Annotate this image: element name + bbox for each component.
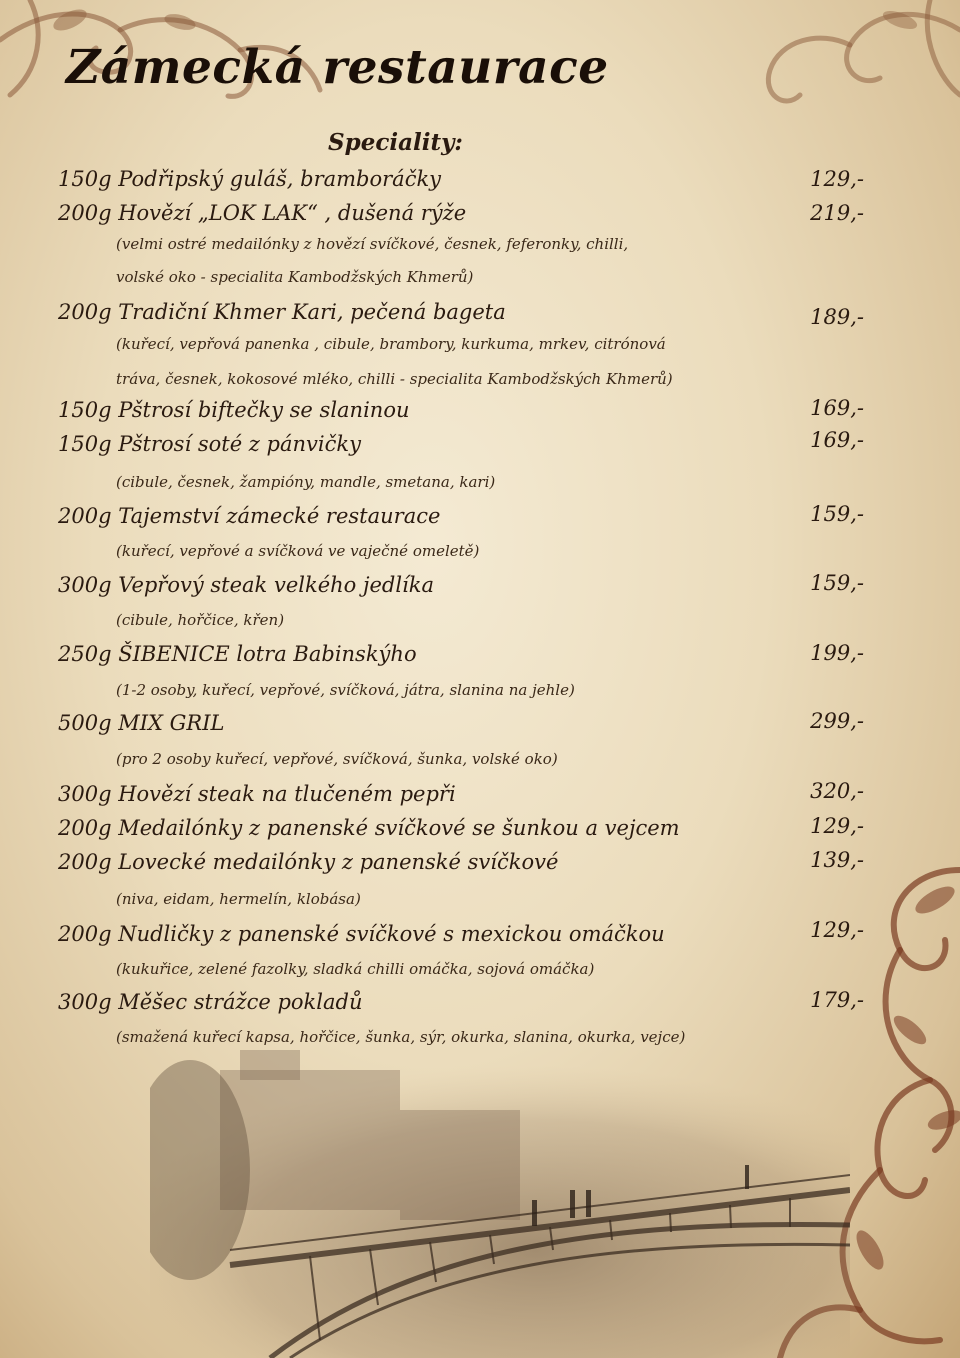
menu-item-name: 150g Pštrosí biftečky se slaninou	[58, 398, 410, 422]
menu-item-price: 219,-	[810, 201, 864, 225]
section-heading: Speciality:	[328, 129, 463, 156]
menu-item-description: (niva, eidam, hermelín, klobása)	[116, 890, 361, 908]
menu-item-price: 199,-	[810, 641, 864, 665]
menu-item-name: 200g Tradiční Khmer Kari, pečená bageta	[58, 300, 506, 324]
menu-item-name: 200g Tajemství zámecké restaurace	[58, 504, 441, 528]
menu-item-price: 189,-	[810, 305, 864, 329]
menu-item-price: 320,-	[810, 779, 864, 803]
menu-item-price: 299,-	[810, 709, 864, 733]
menu-item-name: 500g MIX GRIL	[58, 711, 225, 735]
bridge-photo	[150, 1050, 850, 1358]
menu-item-price: 129,-	[810, 918, 864, 942]
menu-item-price: 129,-	[810, 814, 864, 838]
menu-item-description: volské oko - specialita Kambodžských Khmerů)	[116, 268, 474, 286]
menu-item-price: 159,-	[810, 502, 864, 526]
restaurant-title: Zámecká restaurace	[66, 40, 609, 95]
menu-item-name: 200g Lovecké medailónky z panenské svíčkové	[58, 850, 559, 874]
menu-item-description: (smažená kuřecí kapsa, hořčice, šunka, sýr, okurka, slanina, okurka, vejce)	[116, 1028, 686, 1046]
menu-item-description: (pro 2 osoby kuřecí, vepřové, svíčková, šunka, volské oko)	[116, 750, 558, 768]
menu-item-name: 300g Hovězí steak na tlučeném pepři	[58, 782, 456, 806]
menu-item-description: (cibule, hořčice, křen)	[116, 611, 285, 629]
menu-item-description: (cibule, česnek, žampióny, mandle, smetana, kari)	[116, 473, 496, 491]
menu-item-price: 139,-	[810, 848, 864, 872]
menu-item-description: (1-2 osoby, kuřecí, vepřové, svíčková, játra, slanina na jehle)	[116, 681, 575, 699]
menu-item-name: 200g Medailónky z panenské svíčkové se šunkou a vejcem	[58, 816, 680, 840]
menu-item-description: (kuřecí, vepřové a svíčková ve vaječné omeletě)	[116, 542, 480, 560]
menu-item-price: 169,-	[810, 428, 864, 452]
menu-item-description: (kuřecí, vepřová panenka , cibule, brambory, kurkuma, mrkev, citrónová	[116, 335, 666, 353]
menu-item-price: 129,-	[810, 167, 864, 191]
menu-item-description: (velmi ostré medailónky z hovězí svíčkové, česnek, feferonky, chilli,	[116, 235, 629, 253]
menu-item-name: 250g ŠIBENICE lotra Babinskýho	[58, 642, 417, 666]
menu-item-price: 169,-	[810, 396, 864, 420]
menu-item-name: 150g Podřipský guláš, bramboráčky	[58, 167, 442, 191]
menu-item-description: tráva, česnek, kokosové mléko, chilli - specialita Kambodžských Khmerů)	[116, 370, 673, 388]
menu-item-name: 300g Vepřový steak velkého jedlíka	[58, 573, 435, 597]
menu-item-price: 159,-	[810, 571, 864, 595]
menu-item-name: 300g Měšec strážce pokladů	[58, 990, 363, 1014]
menu-item-name: 200g Nudličky z panenské svíčkové s mexickou omáčkou	[58, 922, 665, 946]
menu-item-name: 200g Hovězí „LOK LAK“ , dušená rýže	[58, 201, 467, 225]
menu-item-price: 179,-	[810, 988, 864, 1012]
menu-item-name: 150g Pštrosí soté z pánvičky	[58, 432, 361, 456]
menu-item-description: (kukuřice, zelené fazolky, sladká chilli omáčka, sojová omáčka)	[116, 960, 595, 978]
